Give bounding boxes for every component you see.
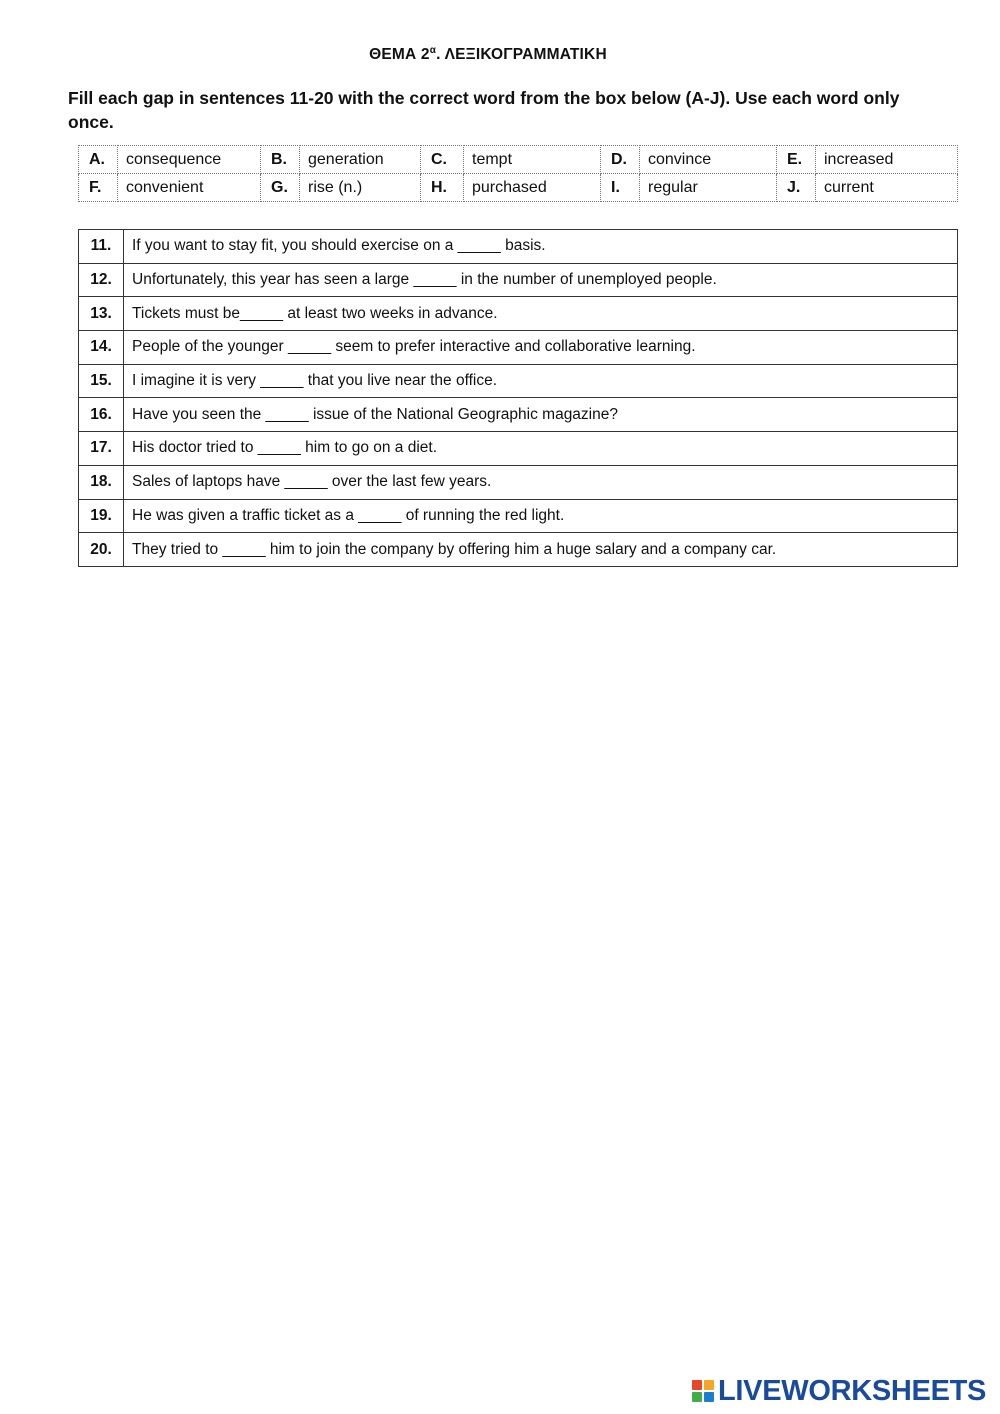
sentence-text[interactable]: Unfortunately, this year has seen a large _____ in the number of unemployed people. [124,263,958,297]
word-letter: G. [261,174,300,202]
word-option: convenient [118,174,261,202]
word-letter: D. [601,146,640,174]
sentence-row [79,364,958,398]
word-box [78,145,958,202]
word-letter: C. [421,146,464,174]
logo-square [704,1380,714,1390]
sentence-row [79,533,958,567]
sentence-number: 18. [79,465,124,499]
sentence-text[interactable]: I imagine it is very _____ that you live near the office. [124,364,958,398]
sentence-text[interactable]: Have you seen the _____ issue of the National Geographic magazine? [124,398,958,432]
word-option: current [816,174,958,202]
sentence-row [79,331,958,365]
word-letter: E. [777,146,816,174]
word-option: tempt [464,146,601,174]
sentence-number: 12. [79,263,124,297]
sentence-row [79,297,958,331]
liveworksheets-logo[interactable] [692,1375,986,1407]
sentence-number: 13. [79,297,124,331]
word-box-row [79,174,958,202]
instructions: Fill each gap in sentences 11-20 with the correct word from the box below (A-J). Use each word only once. [68,88,900,132]
sentence-number: 16. [79,398,124,432]
word-option: increased [816,146,958,174]
sentence-text[interactable]: If you want to stay fit, you should exercise on a _____ basis. [124,230,958,264]
word-option: purchased [464,174,601,202]
word-option: generation [300,146,421,174]
word-letter: I. [601,174,640,202]
sentence-number: 11. [79,230,124,264]
word-letter: F. [79,174,118,202]
liveworksheets-logo-icon [692,1380,714,1402]
sentence-number: 15. [79,364,124,398]
word-letter: A. [79,146,118,174]
word-box-row [79,146,958,174]
sentence-text[interactable]: People of the younger _____ seem to prefer interactive and collaborative learning. [124,331,958,365]
word-letter: B. [261,146,300,174]
sentences-table [78,229,958,567]
sentence-row [79,465,958,499]
sentence-text[interactable]: Tickets must be_____ at least two weeks in advance. [124,297,958,331]
sentence-text[interactable]: Sales of laptops have _____ over the last few years. [124,465,958,499]
word-option: regular [640,174,777,202]
sentence-number: 20. [79,533,124,567]
sentence-row [79,499,958,533]
sentence-row [79,230,958,264]
word-letter: J. [777,174,816,202]
logo-square [704,1392,714,1402]
sentence-row [79,398,958,432]
page-title: ΘΕΜΑ $2^\alpha$. ΛΕΞΙΚΟΓΡΑΜΜΑΤΙΚΗ [369,45,607,64]
sentence-row [79,263,958,297]
sentence-text[interactable]: His doctor tried to _____ him to go on a diet. [124,432,958,466]
word-option: convince [640,146,777,174]
word-letter: H. [421,174,464,202]
logo-square [692,1380,702,1390]
logo-text: LIVEWORKSHEETS [718,1374,987,1407]
sentence-text[interactable]: He was given a traffic ticket as a _____ of running the red light. [124,499,958,533]
sentence-row [79,432,958,466]
sentence-text[interactable]: They tried to _____ him to join the company by offering him a huge salary and a company car. [124,533,958,567]
sentence-number: 14. [79,331,124,365]
sentence-number: 19. [79,499,124,533]
word-option: rise (n.) [300,174,421,202]
word-option: consequence [118,146,261,174]
sentence-number: 17. [79,432,124,466]
logo-square [692,1392,702,1402]
